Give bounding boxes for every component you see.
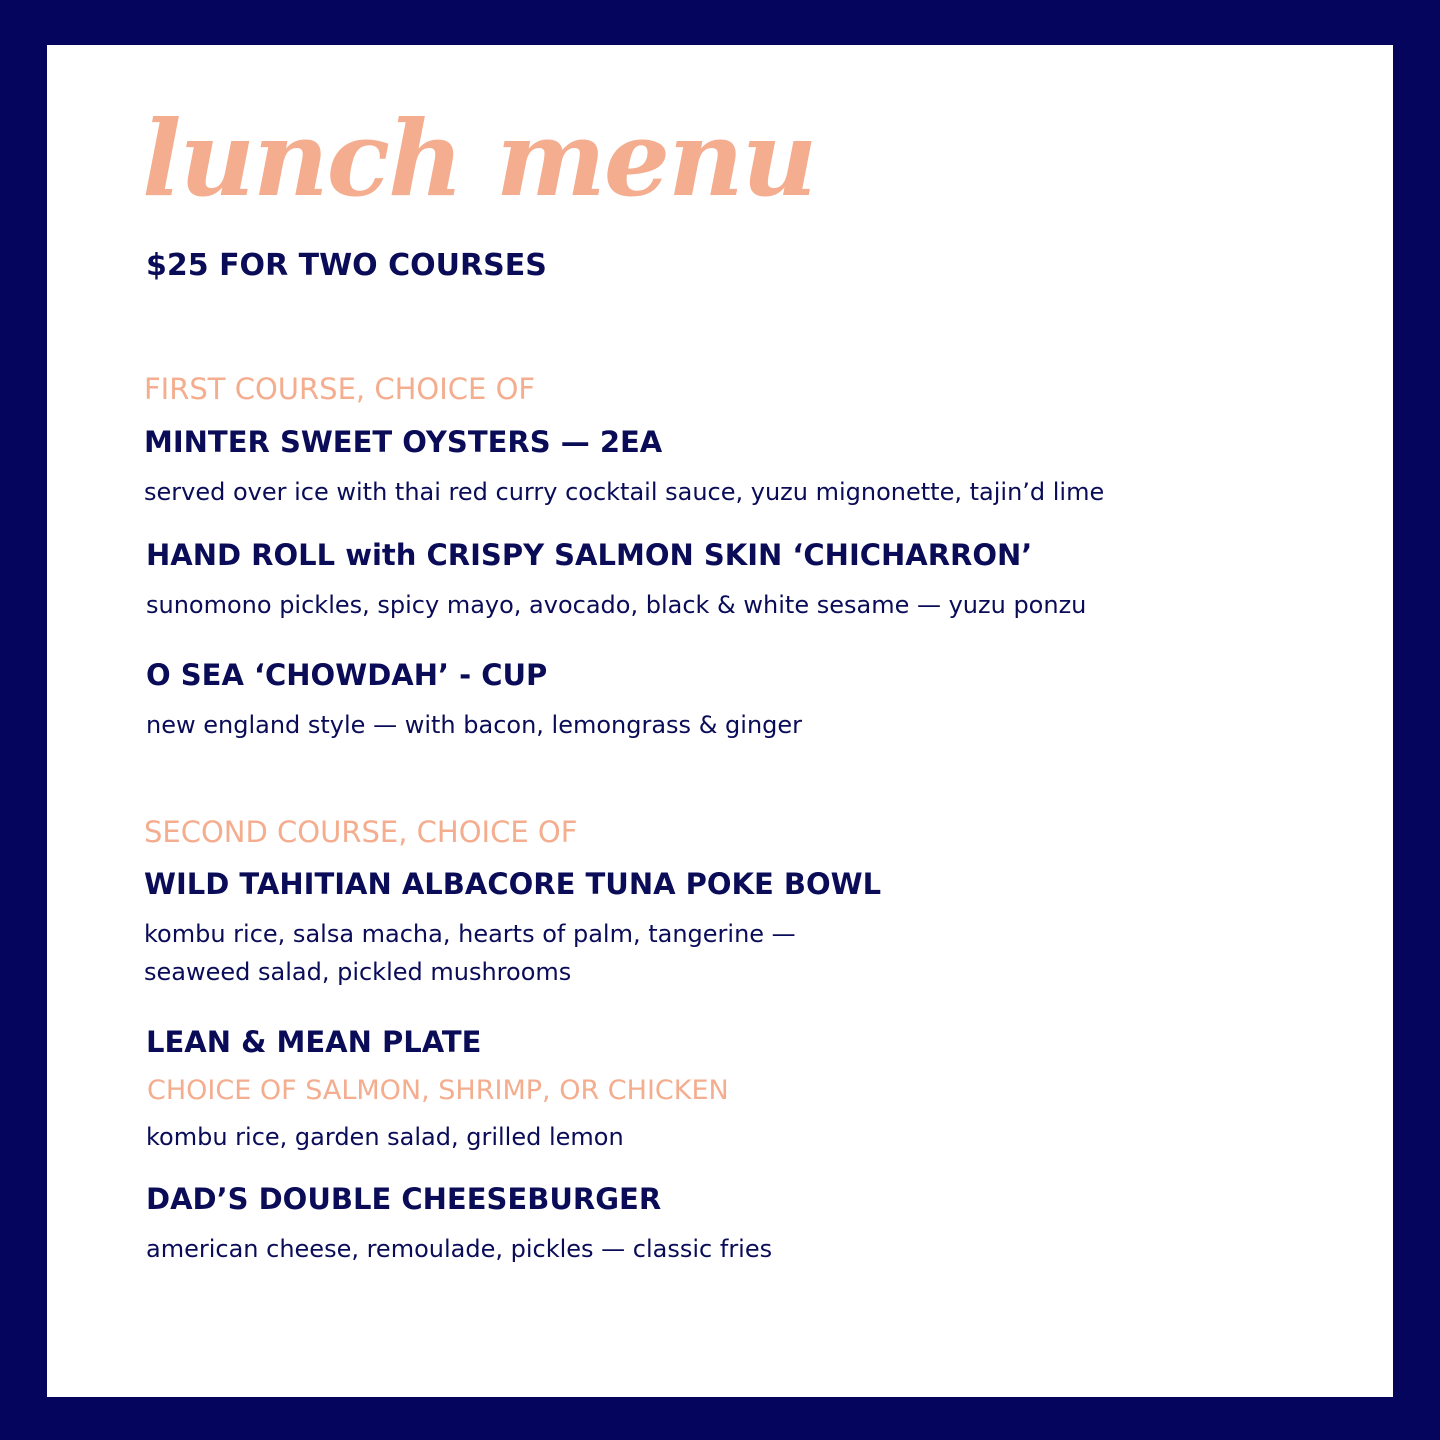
item-description-line: seaweed salad, pickled mushrooms	[144, 958, 572, 986]
item-name: O SEA ‘CHOWDAH’ - CUP	[146, 658, 548, 692]
price-line: $25 FOR TWO COURSES	[146, 248, 547, 283]
item-option: CHOICE OF SALMON, SHRIMP, OR CHICKEN	[147, 1075, 729, 1106]
second-course-heading: SECOND COURSE, CHOICE OF	[144, 815, 578, 849]
item-description: served over ice with thai red curry cocktail sauce, yuzu mignonette, tajin’d lime	[144, 478, 1105, 506]
item-name: DAD’S DOUBLE CHEESEBURGER	[146, 1182, 662, 1216]
item-name: HAND ROLL with CRISPY SALMON SKIN ‘CHICHARRON’	[146, 538, 1033, 572]
item-description: kombu rice, garden salad, grilled lemon	[146, 1123, 624, 1151]
first-course-heading: FIRST COURSE, CHOICE OF	[144, 372, 536, 406]
item-description-line: kombu rice, salsa macha, hearts of palm, tangerine —	[144, 920, 796, 948]
item-name: MINTER SWEET OYSTERS — 2EA	[144, 425, 663, 459]
menu-title: lunch menu	[142, 97, 816, 220]
item-description: new england style — with bacon, lemongrass & ginger	[146, 711, 803, 739]
item-description: american cheese, remoulade, pickles — classic fries	[146, 1235, 773, 1263]
menu-card	[47, 45, 1393, 1397]
item-description: sunomono pickles, spicy mayo, avocado, black & white sesame — yuzu ponzu	[146, 591, 1087, 619]
item-name: LEAN & MEAN PLATE	[146, 1025, 482, 1059]
item-name: WILD TAHITIAN ALBACORE TUNA POKE BOWL	[144, 867, 882, 901]
